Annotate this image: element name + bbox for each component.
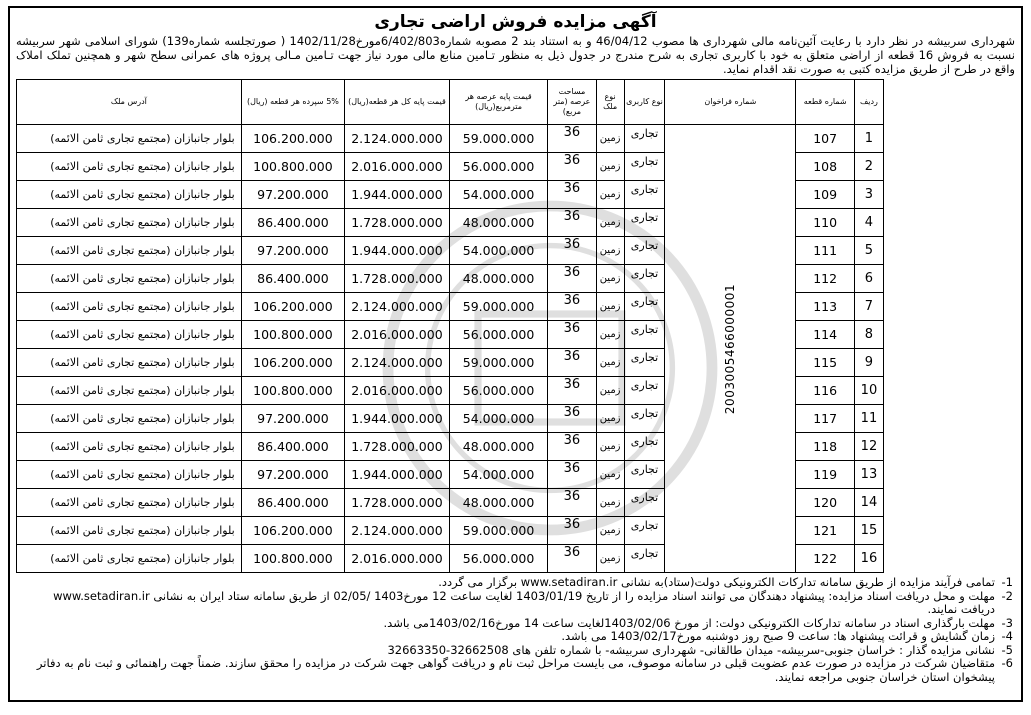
base-price-sqm-cell: 48.000.000 <box>449 209 548 237</box>
table-header-row <box>17 80 884 125</box>
total-base-price-cell: 1.728.000.000 <box>345 433 450 461</box>
note-number: 6- <box>1001 656 1013 670</box>
area-cell: 36 <box>548 125 596 153</box>
note-number: 4- <box>1001 629 1013 643</box>
area-cell: 36 <box>548 153 596 181</box>
notice-intro: شهرداری سربیشه در نظر دارد با رعایت آئین‌نامه مالی شهرداری ها مصوب 46/04/12 و به استناد بند 2 مصوبه شماره6/402/803مورخ1402/11/28 ( صورتجلسه شماره139) شورای اسلامی شهر سربیشه نسبت به فروش 16 قطعه از اراضی متعلق به خود با کاربری تجاری به شرح مندرج در جدول ذیل به منظور تـامین منابع مالی مورد نیاز جهت تـامین مـالی پروژه های عمرانی سطح شهر و همچنین تملک املاک واقع در طرح از طریق مزایده کتبی به صورت نقد اقدام نماید. <box>16 34 1015 76</box>
property-type-cell: زمین <box>596 545 624 573</box>
row-number-cell: 12 <box>854 433 883 461</box>
lot-number-cell: 113 <box>796 293 854 321</box>
property-type-cell: زمین <box>596 293 624 321</box>
total-base-price-cell: 2.124.000.000 <box>345 293 450 321</box>
total-base-price-cell: 1.944.000.000 <box>345 237 450 265</box>
total-base-price-cell: 1.728.000.000 <box>345 489 450 517</box>
base-price-sqm-cell: 56.000.000 <box>449 377 548 405</box>
usage-cell: تجاری <box>624 517 665 545</box>
note-item <box>18 617 1013 631</box>
row-number-cell: 8 <box>854 321 883 349</box>
area-cell: 36 <box>548 433 596 461</box>
property-type-cell: زمین <box>596 349 624 377</box>
lot-number-cell: 116 <box>796 377 854 405</box>
total-base-price-cell: 2.016.000.000 <box>345 321 450 349</box>
area-cell: 36 <box>548 489 596 517</box>
deposit-cell: 100.800.000 <box>241 545 344 573</box>
address-cell: بلوار جانبازان (مجتمع تجاری ثامن الائمه) <box>17 405 242 433</box>
area-cell: 36 <box>548 377 596 405</box>
base-price-sqm-cell: 59.000.000 <box>449 293 548 321</box>
usage-cell: تجاری <box>624 321 665 349</box>
deposit-cell: 97.200.000 <box>241 237 344 265</box>
base-price-sqm-cell: 48.000.000 <box>449 489 548 517</box>
address-cell: بلوار جانبازان (مجتمع تجاری ثامن الائمه) <box>17 293 242 321</box>
deposit-cell: 86.400.000 <box>241 433 344 461</box>
call-number-text: 2003005466000001 <box>723 283 738 414</box>
usage-cell: تجاری <box>624 545 665 573</box>
address-cell: بلوار جانبازان (مجتمع تجاری ثامن الائمه) <box>17 461 242 489</box>
row-number-cell: 16 <box>854 545 883 573</box>
usage-cell: تجاری <box>624 405 665 433</box>
header-base-price-sqm: قیمت پایه عرصه هر مترمربع(ریال) <box>449 80 548 125</box>
row-number-cell: 6 <box>854 265 883 293</box>
total-base-price-cell: 1.728.000.000 <box>345 209 450 237</box>
row-number-cell: 3 <box>854 181 883 209</box>
note-text: متقاضیان شرکت در مزایده در صورت عدم عضویت قبلی در سامانه موصوف، می بایست مراحل ثبت نام و دریافت گواهی جهت شرکت در مزایده را محقق سازند. ضمناً جهت راهنمائی و ثبت نام به دفاتر پیشخوان استان خراسان جنوبی مراجعه نمایند. <box>36 656 995 684</box>
property-type-cell: زمین <box>596 489 624 517</box>
usage-cell: تجاری <box>624 125 665 153</box>
note-item <box>18 590 1013 617</box>
usage-cell: تجاری <box>624 349 665 377</box>
notice-title: آگهی مزایده فروش اراضی تجاری <box>374 12 657 32</box>
lots-table <box>16 79 884 573</box>
header-row-number: ردیف <box>854 80 883 125</box>
lot-number-cell: 119 <box>796 461 854 489</box>
address-cell: بلوار جانبازان (مجتمع تجاری ثامن الائمه) <box>17 181 242 209</box>
area-cell: 36 <box>548 265 596 293</box>
note-number: 2- <box>1001 588 1013 603</box>
area-cell: 36 <box>548 461 596 489</box>
total-base-price-cell: 2.016.000.000 <box>345 153 450 181</box>
note-text: مهلت و محل دریافت اسناد مزایده: پیشنهاد دهندگان می توانند اسناد مزایده را از تاریخ 1403/01/19 لغایت ساعت 12 مورخ1403 /02/05 از طریق سامانه ستاد ایران به نشانی www.setadiran.ir دریافت نمایند. <box>53 588 995 616</box>
property-type-cell: زمین <box>596 321 624 349</box>
lot-number-cell: 122 <box>796 545 854 573</box>
property-type-cell: زمین <box>596 181 624 209</box>
lot-number-cell: 120 <box>796 489 854 517</box>
note-number: 3- <box>1001 615 1013 630</box>
usage-cell: تجاری <box>624 461 665 489</box>
header-total-base-price: قیمت پایه کل هر قطعه(ریال) <box>345 80 450 125</box>
row-number-cell: 4 <box>854 209 883 237</box>
note-text: تمامی فرآیند مزایده از طریق سامانه تدارکات الکترونیکی دولت(ستاد)به نشانی www.setadiran.ir برگزار می گردد. <box>438 575 995 589</box>
deposit-cell: 97.200.000 <box>241 405 344 433</box>
call-number-cell <box>665 125 796 573</box>
deposit-cell: 106.200.000 <box>241 349 344 377</box>
total-base-price-cell: 1.944.000.000 <box>345 405 450 433</box>
base-price-sqm-cell: 54.000.000 <box>449 461 548 489</box>
address-cell: بلوار جانبازان (مجتمع تجاری ثامن الائمه) <box>17 377 242 405</box>
property-type-cell: زمین <box>596 265 624 293</box>
usage-cell: تجاری <box>624 489 665 517</box>
base-price-sqm-cell: 48.000.000 <box>449 265 548 293</box>
row-number-cell: 13 <box>854 461 883 489</box>
property-type-cell: زمین <box>596 433 624 461</box>
note-text: زمان گشایش و قرائت پیشنهاد ها: ساعت 9 صبح روز دوشنبه مورخ1403/02/17 می باشد. <box>561 629 995 643</box>
area-cell: 36 <box>548 349 596 377</box>
area-cell: 36 <box>548 545 596 573</box>
usage-cell: تجاری <box>624 265 665 293</box>
note-item <box>18 630 1013 644</box>
total-base-price-cell: 1.728.000.000 <box>345 265 450 293</box>
property-type-cell: زمین <box>596 125 624 153</box>
property-type-cell: زمین <box>596 209 624 237</box>
row-number-cell: 14 <box>854 489 883 517</box>
note-number: 5- <box>1001 642 1013 657</box>
deposit-cell: 100.800.000 <box>241 153 344 181</box>
lot-number-cell: 114 <box>796 321 854 349</box>
address-cell: بلوار جانبازان (مجتمع تجاری ثامن الائمه) <box>17 489 242 517</box>
total-base-price-cell: 2.124.000.000 <box>345 349 450 377</box>
address-cell: بلوار جانبازان (مجتمع تجاری ثامن الائمه) <box>17 153 242 181</box>
address-cell: بلوار جانبازان (مجتمع تجاری ثامن الائمه) <box>17 349 242 377</box>
note-text: مهلت بارگذاری اسناد در سامانه تدارکات الکترونیکی دولت: از مورخ 1403/02/06لغایت ساعت 14 مورخ1403/02/16می باشد. <box>383 615 995 630</box>
row-number-cell: 9 <box>854 349 883 377</box>
base-price-sqm-cell: 59.000.000 <box>449 349 548 377</box>
property-type-cell: زمین <box>596 517 624 545</box>
header-area: مساحت عرصه (متر مربع) <box>548 80 596 125</box>
row-number-cell: 15 <box>854 517 883 545</box>
row-number-cell: 10 <box>854 377 883 405</box>
property-type-cell: زمین <box>596 377 624 405</box>
address-cell: بلوار جانبازان (مجتمع تجاری ثامن الائمه) <box>17 545 242 573</box>
lot-number-cell: 118 <box>796 433 854 461</box>
row-number-cell: 5 <box>854 237 883 265</box>
address-cell: بلوار جانبازان (مجتمع تجاری ثامن الائمه) <box>17 237 242 265</box>
total-base-price-cell: 1.944.000.000 <box>345 181 450 209</box>
deposit-cell: 97.200.000 <box>241 461 344 489</box>
base-price-sqm-cell: 56.000.000 <box>449 153 548 181</box>
area-cell: 36 <box>548 237 596 265</box>
note-item <box>18 576 1013 590</box>
property-type-cell: زمین <box>596 237 624 265</box>
usage-cell: تجاری <box>624 209 665 237</box>
header-deposit: 5% سپرده هر قطعه (ریال) <box>241 80 344 125</box>
deposit-cell: 86.400.000 <box>241 209 344 237</box>
property-type-cell: زمین <box>596 461 624 489</box>
usage-cell: تجاری <box>624 237 665 265</box>
area-cell: 36 <box>548 405 596 433</box>
deposit-cell: 86.400.000 <box>241 265 344 293</box>
auction-notice <box>8 6 1023 702</box>
row-number-cell: 7 <box>854 293 883 321</box>
address-cell: بلوار جانبازان (مجتمع تجاری ثامن الائمه) <box>17 265 242 293</box>
area-cell: 36 <box>548 321 596 349</box>
note-item <box>18 657 1013 684</box>
total-base-price-cell: 2.016.000.000 <box>345 377 450 405</box>
header-call-number: شماره فراخوان <box>665 80 796 125</box>
base-price-sqm-cell: 56.000.000 <box>449 545 548 573</box>
usage-cell: تجاری <box>624 293 665 321</box>
lot-number-cell: 108 <box>796 153 854 181</box>
deposit-cell: 106.200.000 <box>241 293 344 321</box>
property-type-cell: زمین <box>596 153 624 181</box>
header-address: آدرس ملک <box>17 80 242 125</box>
usage-cell: تجاری <box>624 377 665 405</box>
property-type-cell: زمین <box>596 405 624 433</box>
area-cell: 36 <box>548 181 596 209</box>
address-cell: بلوار جانبازان (مجتمع تجاری ثامن الائمه) <box>17 209 242 237</box>
table-row <box>17 125 884 153</box>
usage-cell: تجاری <box>624 153 665 181</box>
header-property-type: نوع ملک <box>596 80 624 125</box>
deposit-cell: 106.200.000 <box>241 125 344 153</box>
total-base-price-cell: 2.016.000.000 <box>345 545 450 573</box>
lot-number-cell: 112 <box>796 265 854 293</box>
note-number: 1- <box>1001 575 1013 589</box>
lot-number-cell: 109 <box>796 181 854 209</box>
usage-cell: تجاری <box>624 433 665 461</box>
address-cell: بلوار جانبازان (مجتمع تجاری ثامن الائمه) <box>17 433 242 461</box>
row-number-cell: 1 <box>854 125 883 153</box>
deposit-cell: 106.200.000 <box>241 517 344 545</box>
area-cell: 36 <box>548 209 596 237</box>
lot-number-cell: 107 <box>796 125 854 153</box>
total-base-price-cell: 1.944.000.000 <box>345 461 450 489</box>
deposit-cell: 100.800.000 <box>241 377 344 405</box>
lot-number-cell: 117 <box>796 405 854 433</box>
base-price-sqm-cell: 54.000.000 <box>449 181 548 209</box>
lot-number-cell: 121 <box>796 517 854 545</box>
lot-number-cell: 115 <box>796 349 854 377</box>
base-price-sqm-cell: 54.000.000 <box>449 405 548 433</box>
lot-number-cell: 110 <box>796 209 854 237</box>
base-price-sqm-cell: 59.000.000 <box>449 125 548 153</box>
deposit-cell: 100.800.000 <box>241 321 344 349</box>
header-usage: نوع کاربری <box>624 80 665 125</box>
note-text: نشانی مزایده گذار : خراسان جنوبی-سربیشه- میدان طالقانی- شهرداری سربیشه- با شماره تلفن های 32662508-32663350 <box>387 642 995 657</box>
base-price-sqm-cell: 54.000.000 <box>449 237 548 265</box>
row-number-cell: 2 <box>854 153 883 181</box>
total-base-price-cell: 2.124.000.000 <box>345 125 450 153</box>
deposit-cell: 86.400.000 <box>241 489 344 517</box>
deposit-cell: 97.200.000 <box>241 181 344 209</box>
base-price-sqm-cell: 59.000.000 <box>449 517 548 545</box>
address-cell: بلوار جانبازان (مجتمع تجاری ثامن الائمه) <box>17 517 242 545</box>
row-number-cell: 11 <box>854 405 883 433</box>
usage-cell: تجاری <box>624 181 665 209</box>
note-item <box>18 644 1013 658</box>
notes-list <box>10 576 1021 684</box>
base-price-sqm-cell: 56.000.000 <box>449 321 548 349</box>
total-base-price-cell: 2.124.000.000 <box>345 517 450 545</box>
lot-number-cell: 111 <box>796 237 854 265</box>
address-cell: بلوار جانبازان (مجتمع تجاری ثامن الائمه) <box>17 125 242 153</box>
base-price-sqm-cell: 48.000.000 <box>449 433 548 461</box>
header-lot-number: شماره قطعه <box>796 80 854 125</box>
area-cell: 36 <box>548 517 596 545</box>
address-cell: بلوار جانبازان (مجتمع تجاری ثامن الائمه) <box>17 321 242 349</box>
area-cell: 36 <box>548 293 596 321</box>
